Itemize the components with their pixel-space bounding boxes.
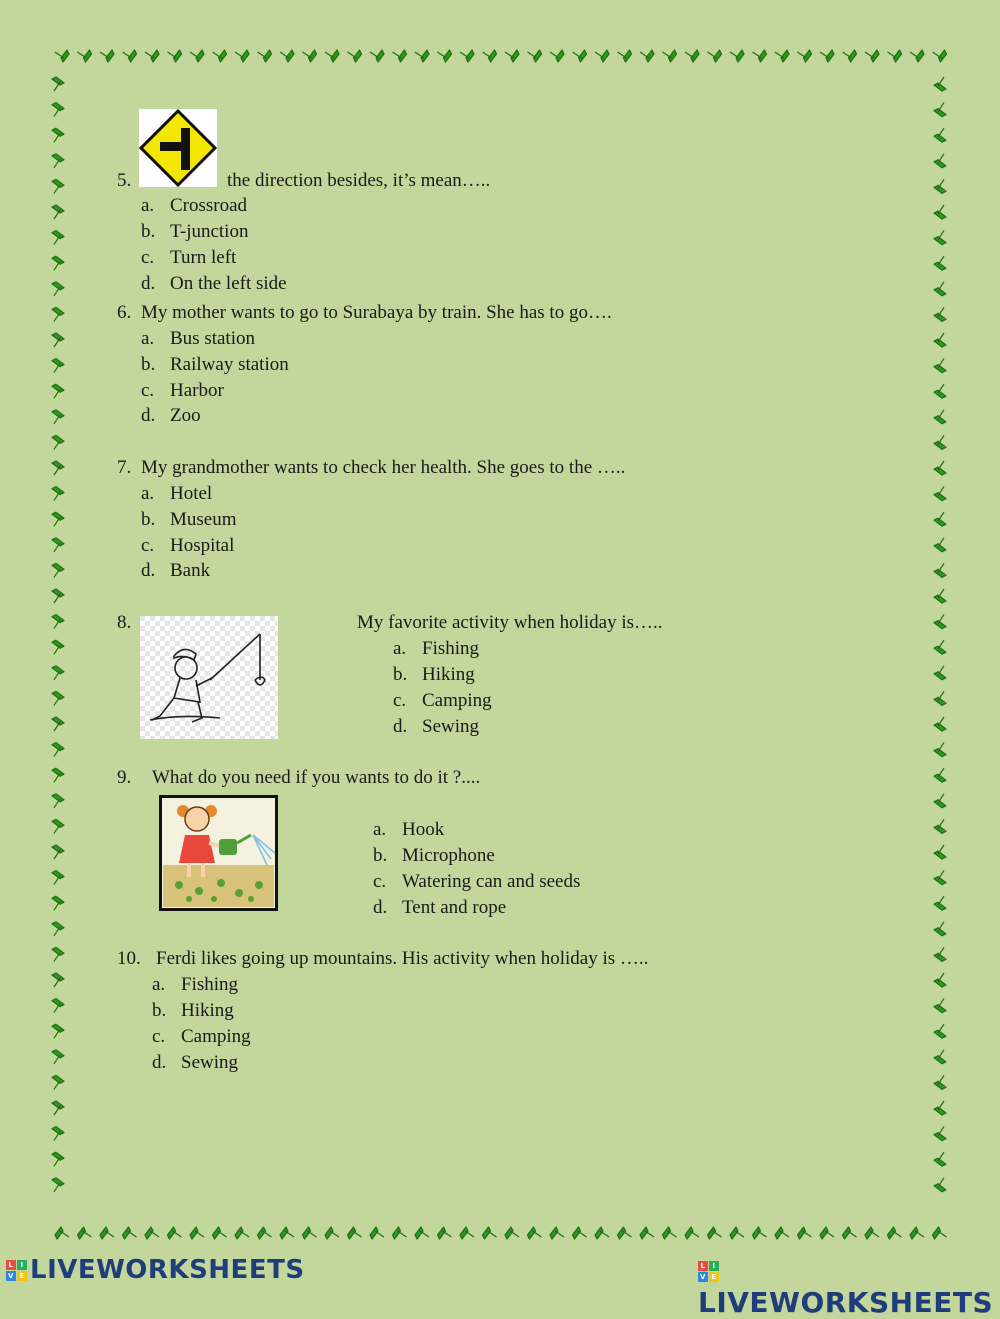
question-6-text: My mother wants to go to Surabaya by train. She has to go…. [141, 302, 612, 323]
watering-girl-illustration [159, 795, 278, 911]
q8-option-d[interactable]: d. Sewing [393, 716, 479, 737]
q5-option-a[interactable]: a. Crossroad [141, 195, 248, 216]
fishing-boy-illustration [140, 616, 278, 739]
q9-option-c[interactable]: c. Watering can and seeds [373, 871, 581, 892]
q6-option-a[interactable]: a. Bus station [141, 328, 255, 349]
liveworksheets-logo-icon: L I V E [6, 1260, 27, 1281]
q10-option-b[interactable]: b. Hiking [152, 1000, 234, 1021]
question-9-text: What do you need if you wants to do it ?.... [152, 767, 481, 788]
question-5-text: the direction besides, it’s mean….. [227, 170, 491, 191]
q7-option-a[interactable]: a. Hotel [141, 483, 213, 504]
q5-option-b[interactable]: b. T-junction [141, 221, 249, 242]
q10-option-a[interactable]: a. Fishing [152, 974, 239, 995]
q6-option-d[interactable]: d. Zoo [141, 405, 201, 426]
q9-option-d[interactable]: d. Tent and rope [373, 897, 507, 918]
q9-option-a[interactable]: a. Hook [373, 819, 445, 840]
question-7-text: My grandmother wants to check her health. She goes to the ….. [141, 457, 626, 478]
q7-option-b[interactable]: b. Museum [141, 509, 237, 530]
question-9-number: 9. [117, 767, 132, 788]
liveworksheets-logo-icon: L I V E [698, 1261, 719, 1282]
q10-option-d[interactable]: d. Sewing [152, 1052, 238, 1073]
question-7-number: 7. [117, 457, 132, 478]
question-8-text: My favorite activity when holiday is….. [357, 612, 663, 633]
q7-option-c[interactable]: c. Hospital [141, 535, 235, 556]
q10-option-c[interactable]: c. Camping [152, 1026, 251, 1047]
q5-option-c[interactable]: c. Turn left [141, 247, 237, 268]
q6-option-b[interactable]: b. Railway station [141, 354, 289, 375]
q7-option-d[interactable]: d. Bank [141, 560, 211, 581]
q8-option-b[interactable]: b. Hiking [393, 664, 475, 685]
q8-option-c[interactable]: c. Camping [393, 690, 492, 711]
question-6-number: 6. [117, 302, 132, 323]
q9-option-b[interactable]: b. Microphone [373, 845, 495, 866]
liveworksheets-logo-left: L I V E LIVEWORKSHEETS [6, 1255, 305, 1285]
q8-option-a[interactable]: a. Fishing [393, 638, 480, 659]
question-10-number: 10. [117, 948, 141, 969]
question-10-text: Ferdi likes going up mountains. His activity when holiday is ….. [156, 948, 649, 969]
q5-option-d[interactable]: d. On the left side [141, 273, 287, 294]
question-8-number: 8. [117, 612, 132, 633]
road-sign-icon [139, 109, 217, 187]
question-5-number: 5. [117, 170, 132, 191]
liveworksheets-logo-right: L I V E LIVEWORKSHEETS [698, 1261, 994, 1319]
q6-option-c[interactable]: c. Harbor [141, 380, 224, 401]
